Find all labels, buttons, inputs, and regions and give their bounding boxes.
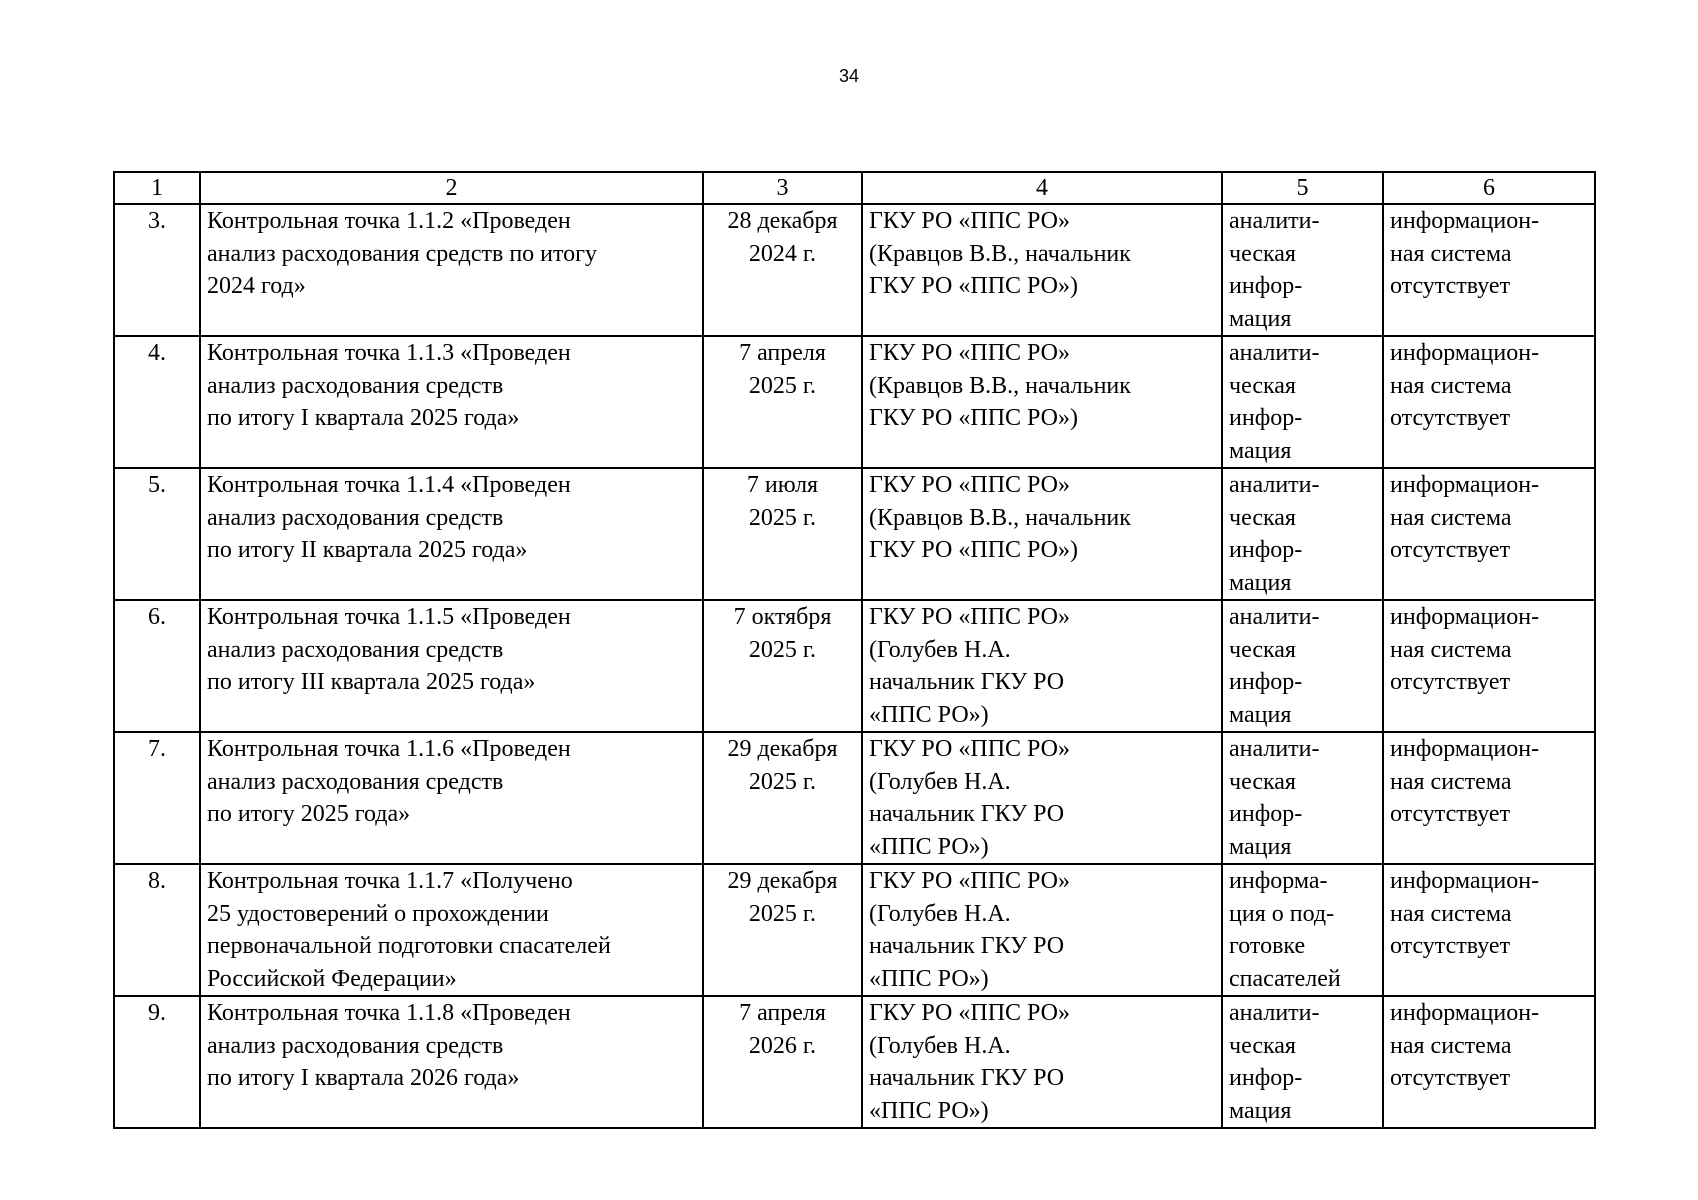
responsible-cell [862, 204, 1222, 336]
cell-line: инфор- [1229, 669, 1303, 695]
table-header-row [114, 172, 1595, 204]
cell-line: ческая [1229, 636, 1296, 663]
row-number-cell: 9. [114, 996, 200, 1128]
cell-line: ГКУ РО «ППС РО») [869, 273, 1079, 299]
cell-line: инфор- [1229, 801, 1303, 827]
table-row [114, 600, 1595, 732]
table-row [114, 864, 1595, 996]
cell-line: 2025 г. [748, 900, 817, 927]
cell-line: ческая [1229, 372, 1296, 399]
date-cell [703, 600, 862, 732]
document-cell [1222, 600, 1383, 732]
cell-line: Контрольная точка 1.1.4 «Проведен [207, 472, 571, 498]
responsible-cell [862, 336, 1222, 468]
row-number-cell: 7. [114, 732, 200, 864]
cell-line: анализ расходования средств [207, 768, 504, 795]
cell-line: информа- [1229, 868, 1328, 894]
cell-line: ГКУ РО «ППС РО») [869, 405, 1079, 431]
date-cell [703, 336, 862, 468]
system-cell [1383, 600, 1595, 732]
cell-line: инфор- [1229, 405, 1303, 431]
responsible-cell [862, 864, 1222, 996]
cell-line: по итогу 2025 года» [207, 801, 411, 827]
cell-line: мация [1229, 701, 1292, 728]
cell-line: аналити- [1229, 472, 1320, 498]
cell-line: отсутствует [1390, 669, 1511, 695]
responsible-cell [862, 732, 1222, 864]
cell-line: информацион- [1390, 208, 1540, 234]
cell-line: по итогу III квартала 2025 года» [207, 669, 536, 695]
cell-line: информацион- [1390, 736, 1540, 762]
cell-line: спасателей [1229, 965, 1341, 992]
cell-line: Контрольная точка 1.1.7 «Получено [207, 868, 573, 894]
cell-line: Контрольная точка 1.1.3 «Проведен [207, 340, 571, 366]
cell-line: ная система [1390, 240, 1512, 267]
date-cell [703, 996, 862, 1128]
cell-line: 7 апреля [739, 340, 826, 366]
cell-line: информацион- [1390, 868, 1540, 894]
cell-line: (Голубев Н.А. [869, 900, 1011, 927]
cell-line: ная система [1390, 1032, 1512, 1059]
cell-line: отсутствует [1390, 273, 1511, 299]
cell-line: 2025 г. [748, 768, 817, 795]
cell-line: начальник ГКУ РО [869, 1065, 1065, 1091]
cell-line: начальник ГКУ РО [869, 801, 1065, 827]
row-number-cell: 4. [114, 336, 200, 468]
control-points-table [113, 171, 1596, 1129]
date-cell [703, 468, 862, 600]
column-header: 4 [862, 172, 1222, 204]
cell-line: 29 декабря [727, 736, 838, 762]
table-row [114, 996, 1595, 1128]
cell-line: аналити- [1229, 208, 1320, 234]
table-row [114, 204, 1595, 336]
cell-line: информацион- [1390, 472, 1540, 498]
cell-line: отсутствует [1390, 801, 1511, 827]
cell-line: ГКУ РО «ППС РО» [869, 868, 1071, 894]
column-header: 6 [1383, 172, 1595, 204]
cell-line: 2024 год» [207, 273, 306, 299]
cell-line: инфор- [1229, 273, 1303, 299]
document-cell [1222, 732, 1383, 864]
event-cell [200, 996, 703, 1128]
cell-line: 25 удостоверений о прохождении [207, 900, 549, 927]
cell-line: отсутствует [1390, 537, 1511, 563]
cell-line: «ППС РО») [869, 833, 989, 860]
cell-line: аналити- [1229, 604, 1320, 630]
cell-line: аналити- [1229, 340, 1320, 366]
cell-line: мация [1229, 1097, 1292, 1124]
cell-line: ная система [1390, 768, 1512, 795]
system-cell [1383, 864, 1595, 996]
page-number: 34 [838, 66, 860, 86]
cell-line: Российской Федерации» [207, 965, 457, 992]
row-number-cell: 3. [114, 204, 200, 336]
table-row [114, 732, 1595, 864]
cell-line: мация [1229, 569, 1292, 596]
cell-line: (Голубев Н.А. [869, 768, 1011, 795]
system-cell [1383, 732, 1595, 864]
cell-line: ГКУ РО «ППС РО») [869, 537, 1079, 563]
cell-line: анализ расходования средств [207, 504, 504, 531]
cell-line: «ППС РО») [869, 965, 989, 992]
table-row [114, 336, 1595, 468]
cell-line: «ППС РО») [869, 701, 989, 728]
cell-line: Контрольная точка 1.1.5 «Проведен [207, 604, 571, 630]
document-cell [1222, 336, 1383, 468]
cell-line: ГКУ РО «ППС РО» [869, 472, 1071, 498]
cell-line: аналити- [1229, 1000, 1320, 1026]
cell-line: «ППС РО») [869, 1097, 989, 1124]
cell-line: Контрольная точка 1.1.2 «Проведен [207, 208, 571, 234]
responsible-cell [862, 996, 1222, 1128]
cell-line: по итогу II квартала 2025 года» [207, 537, 528, 563]
cell-line: мация [1229, 437, 1292, 464]
cell-line: информацион- [1390, 604, 1540, 630]
table-body [114, 204, 1595, 1128]
cell-line: анализ расходования средств [207, 372, 504, 399]
cell-line: анализ расходования средств [207, 636, 504, 663]
cell-line: (Кравцов В.В., начальник [869, 504, 1131, 531]
cell-line: (Кравцов В.В., начальник [869, 372, 1131, 399]
cell-line: информацион- [1390, 1000, 1540, 1026]
cell-line: 29 декабря [727, 868, 838, 894]
row-number-cell: 6. [114, 600, 200, 732]
event-cell [200, 864, 703, 996]
cell-line: 28 декабря [727, 208, 838, 234]
cell-line: 7 апреля [739, 1000, 826, 1026]
system-cell [1383, 336, 1595, 468]
cell-line: ная система [1390, 636, 1512, 663]
cell-line: (Кравцов В.В., начальник [869, 240, 1131, 267]
responsible-cell [862, 600, 1222, 732]
document-cell [1222, 864, 1383, 996]
cell-line: 2025 г. [748, 636, 817, 663]
cell-line: Контрольная точка 1.1.6 «Проведен [207, 736, 571, 762]
event-cell [200, 204, 703, 336]
cell-line: ная система [1390, 504, 1512, 531]
cell-line: готовке [1229, 933, 1306, 959]
cell-line: 2024 г. [748, 240, 817, 267]
cell-line: начальник ГКУ РО [869, 933, 1065, 959]
cell-line: первоначальной подготовки спасателей [207, 933, 611, 959]
row-number-cell: 8. [114, 864, 200, 996]
date-cell [703, 864, 862, 996]
cell-line: инфор- [1229, 537, 1303, 563]
system-cell [1383, 204, 1595, 336]
cell-line: ческая [1229, 504, 1296, 531]
cell-line: 2025 г. [748, 504, 817, 531]
cell-line: ческая [1229, 1032, 1296, 1059]
cell-line: анализ расходования средств [207, 1032, 504, 1059]
cell-line: по итогу I квартала 2026 года» [207, 1065, 520, 1091]
cell-line: 2026 г. [748, 1032, 817, 1059]
column-header: 3 [703, 172, 862, 204]
cell-line: ная система [1390, 372, 1512, 399]
document-cell [1222, 468, 1383, 600]
event-cell [200, 732, 703, 864]
event-cell [200, 336, 703, 468]
table-row [114, 468, 1595, 600]
date-cell [703, 732, 862, 864]
cell-line: мация [1229, 833, 1292, 860]
date-cell [703, 204, 862, 336]
cell-line: информацион- [1390, 340, 1540, 366]
responsible-cell [862, 468, 1222, 600]
cell-line: по итогу I квартала 2025 года» [207, 405, 520, 431]
document-cell [1222, 996, 1383, 1128]
cell-line: ГКУ РО «ППС РО» [869, 604, 1071, 630]
cell-line: отсутствует [1390, 405, 1511, 431]
cell-line: (Голубев Н.А. [869, 636, 1011, 663]
cell-line: ческая [1229, 240, 1296, 267]
cell-line: отсутствует [1390, 933, 1511, 959]
cell-line: (Голубев Н.А. [869, 1032, 1011, 1059]
cell-line: ГКУ РО «ППС РО» [869, 736, 1071, 762]
event-cell [200, 468, 703, 600]
column-header: 2 [200, 172, 703, 204]
cell-line: 7 октября [733, 604, 832, 630]
cell-line: 7 июля [746, 472, 819, 498]
document-cell [1222, 204, 1383, 336]
cell-line: мация [1229, 305, 1292, 332]
cell-line: 2025 г. [748, 372, 817, 399]
column-header: 5 [1222, 172, 1383, 204]
cell-line: Контрольная точка 1.1.8 «Проведен [207, 1000, 571, 1026]
event-cell [200, 600, 703, 732]
cell-line: ция о под- [1229, 900, 1335, 927]
cell-line: ГКУ РО «ППС РО» [869, 1000, 1071, 1026]
cell-line: отсутствует [1390, 1065, 1511, 1091]
cell-line: ГКУ РО «ППС РО» [869, 340, 1071, 366]
cell-line: инфор- [1229, 1065, 1303, 1091]
cell-line: аналити- [1229, 736, 1320, 762]
cell-line: ческая [1229, 768, 1296, 795]
cell-line: начальник ГКУ РО [869, 669, 1065, 695]
system-cell [1383, 468, 1595, 600]
column-header: 1 [114, 172, 200, 204]
system-cell [1383, 996, 1595, 1128]
cell-line: ная система [1390, 900, 1512, 927]
cell-line: ГКУ РО «ППС РО» [869, 208, 1071, 234]
cell-line: анализ расходования средств по итогу [207, 240, 598, 267]
row-number-cell: 5. [114, 468, 200, 600]
